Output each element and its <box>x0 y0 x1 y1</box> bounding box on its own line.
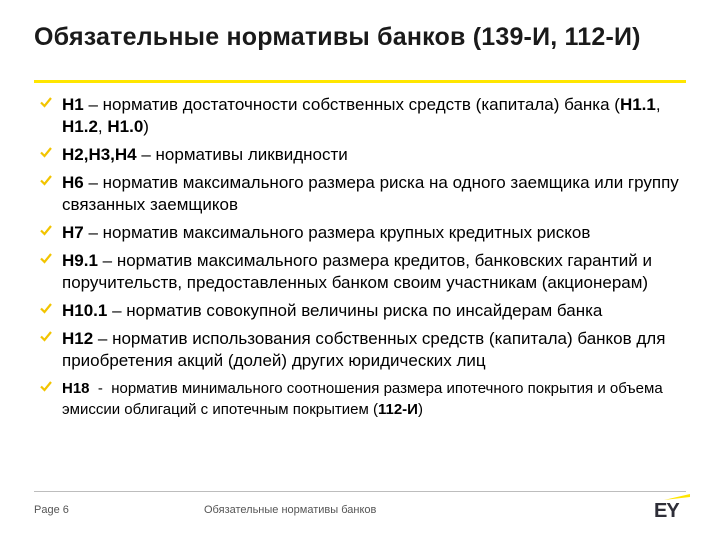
bullet-code: Н10.1 <box>62 301 108 320</box>
bullet-tail: ) <box>417 401 423 418</box>
bullet-subcode: Н1.1 <box>619 95 656 114</box>
ey-logo <box>654 500 688 522</box>
bullet-separator: - <box>89 380 112 397</box>
bullet-code: Н12 <box>62 329 94 348</box>
bullet-subcode: 112-И <box>377 401 418 418</box>
check-icon <box>40 174 52 186</box>
bullet-tail: ) <box>143 117 149 136</box>
bullet-separator: – <box>136 145 156 164</box>
bullet-item-n6 <box>40 172 680 216</box>
bullet-separator: – <box>107 301 127 320</box>
footer-divider <box>34 491 686 492</box>
bullet-item-n18 <box>40 378 680 420</box>
bullet-text: норматив минимального соотношения размера ипотечного покрытия и объема эмиссии облигаций с ипотечным покрытием ( <box>62 380 663 418</box>
bullet-code: Н6 <box>62 173 84 192</box>
bullet-item-n7 <box>40 222 680 244</box>
bullet-item-n12 <box>40 328 680 372</box>
bullet-item-n2-n4 <box>40 144 680 166</box>
bullet-list <box>40 94 680 426</box>
check-icon <box>40 96 52 108</box>
check-icon <box>40 146 52 158</box>
bullet-separator: – <box>83 173 103 192</box>
bullet-code: Н9.1 <box>62 251 98 270</box>
bullet-subcode: Н1.2 <box>62 117 98 136</box>
bullet-item-n9-1 <box>40 250 680 294</box>
bullet-text: норматив максимального размера крупных кредитных рисков <box>102 223 591 242</box>
bullet-text: норматив совокупной величины риска по инсайдерам банка <box>126 301 603 320</box>
check-icon <box>40 302 52 314</box>
logo-text: EY <box>654 500 679 522</box>
bullet-text: норматив достаточности собственных средств (капитала) банка ( <box>102 95 620 114</box>
page-number: Page 6 <box>34 504 69 516</box>
bullet-text: норматив максимального размера риска на одного заемщика или группу связанных заемщиков <box>62 173 679 214</box>
bullet-code: Н7 <box>62 223 84 242</box>
bullet-code: Н2,Н3,Н4 <box>62 145 137 164</box>
slide-title: Обязательные нормативы банков (139-И, 112-И) <box>34 23 641 51</box>
check-icon <box>40 380 52 392</box>
footer-title: Обязательные нормативы банков <box>204 504 377 516</box>
bullet-separator: – <box>93 329 113 348</box>
bullet-separator: – <box>97 251 117 270</box>
check-icon <box>40 252 52 264</box>
bullet-text: норматив использования собственных средств (капитала) банков для приобретения акций (долей) других юридических лиц <box>62 329 666 370</box>
bullet-item-n10-1 <box>40 300 680 322</box>
check-icon <box>40 224 52 236</box>
bullet-subcode: Н1.0 <box>107 117 144 136</box>
bullet-separator: – <box>83 95 103 114</box>
check-icon <box>40 330 52 342</box>
title-underline <box>34 80 686 83</box>
bullet-code: Н18 <box>62 380 90 397</box>
bullet-code: Н1 <box>62 95 84 114</box>
bullet-item-n1: Н1 – норматив достаточности собственных средств (капитала) банка (Н1.1, Н1.2, Н1.0) <box>40 94 680 138</box>
bullet-separator: – <box>83 223 103 242</box>
bullet-text: норматив максимального размера кредитов, банковских гарантий и поручительств, предоставленных банком своим участникам (акционерам) <box>62 251 653 292</box>
bullet-text: нормативы ликвидности <box>155 145 348 164</box>
